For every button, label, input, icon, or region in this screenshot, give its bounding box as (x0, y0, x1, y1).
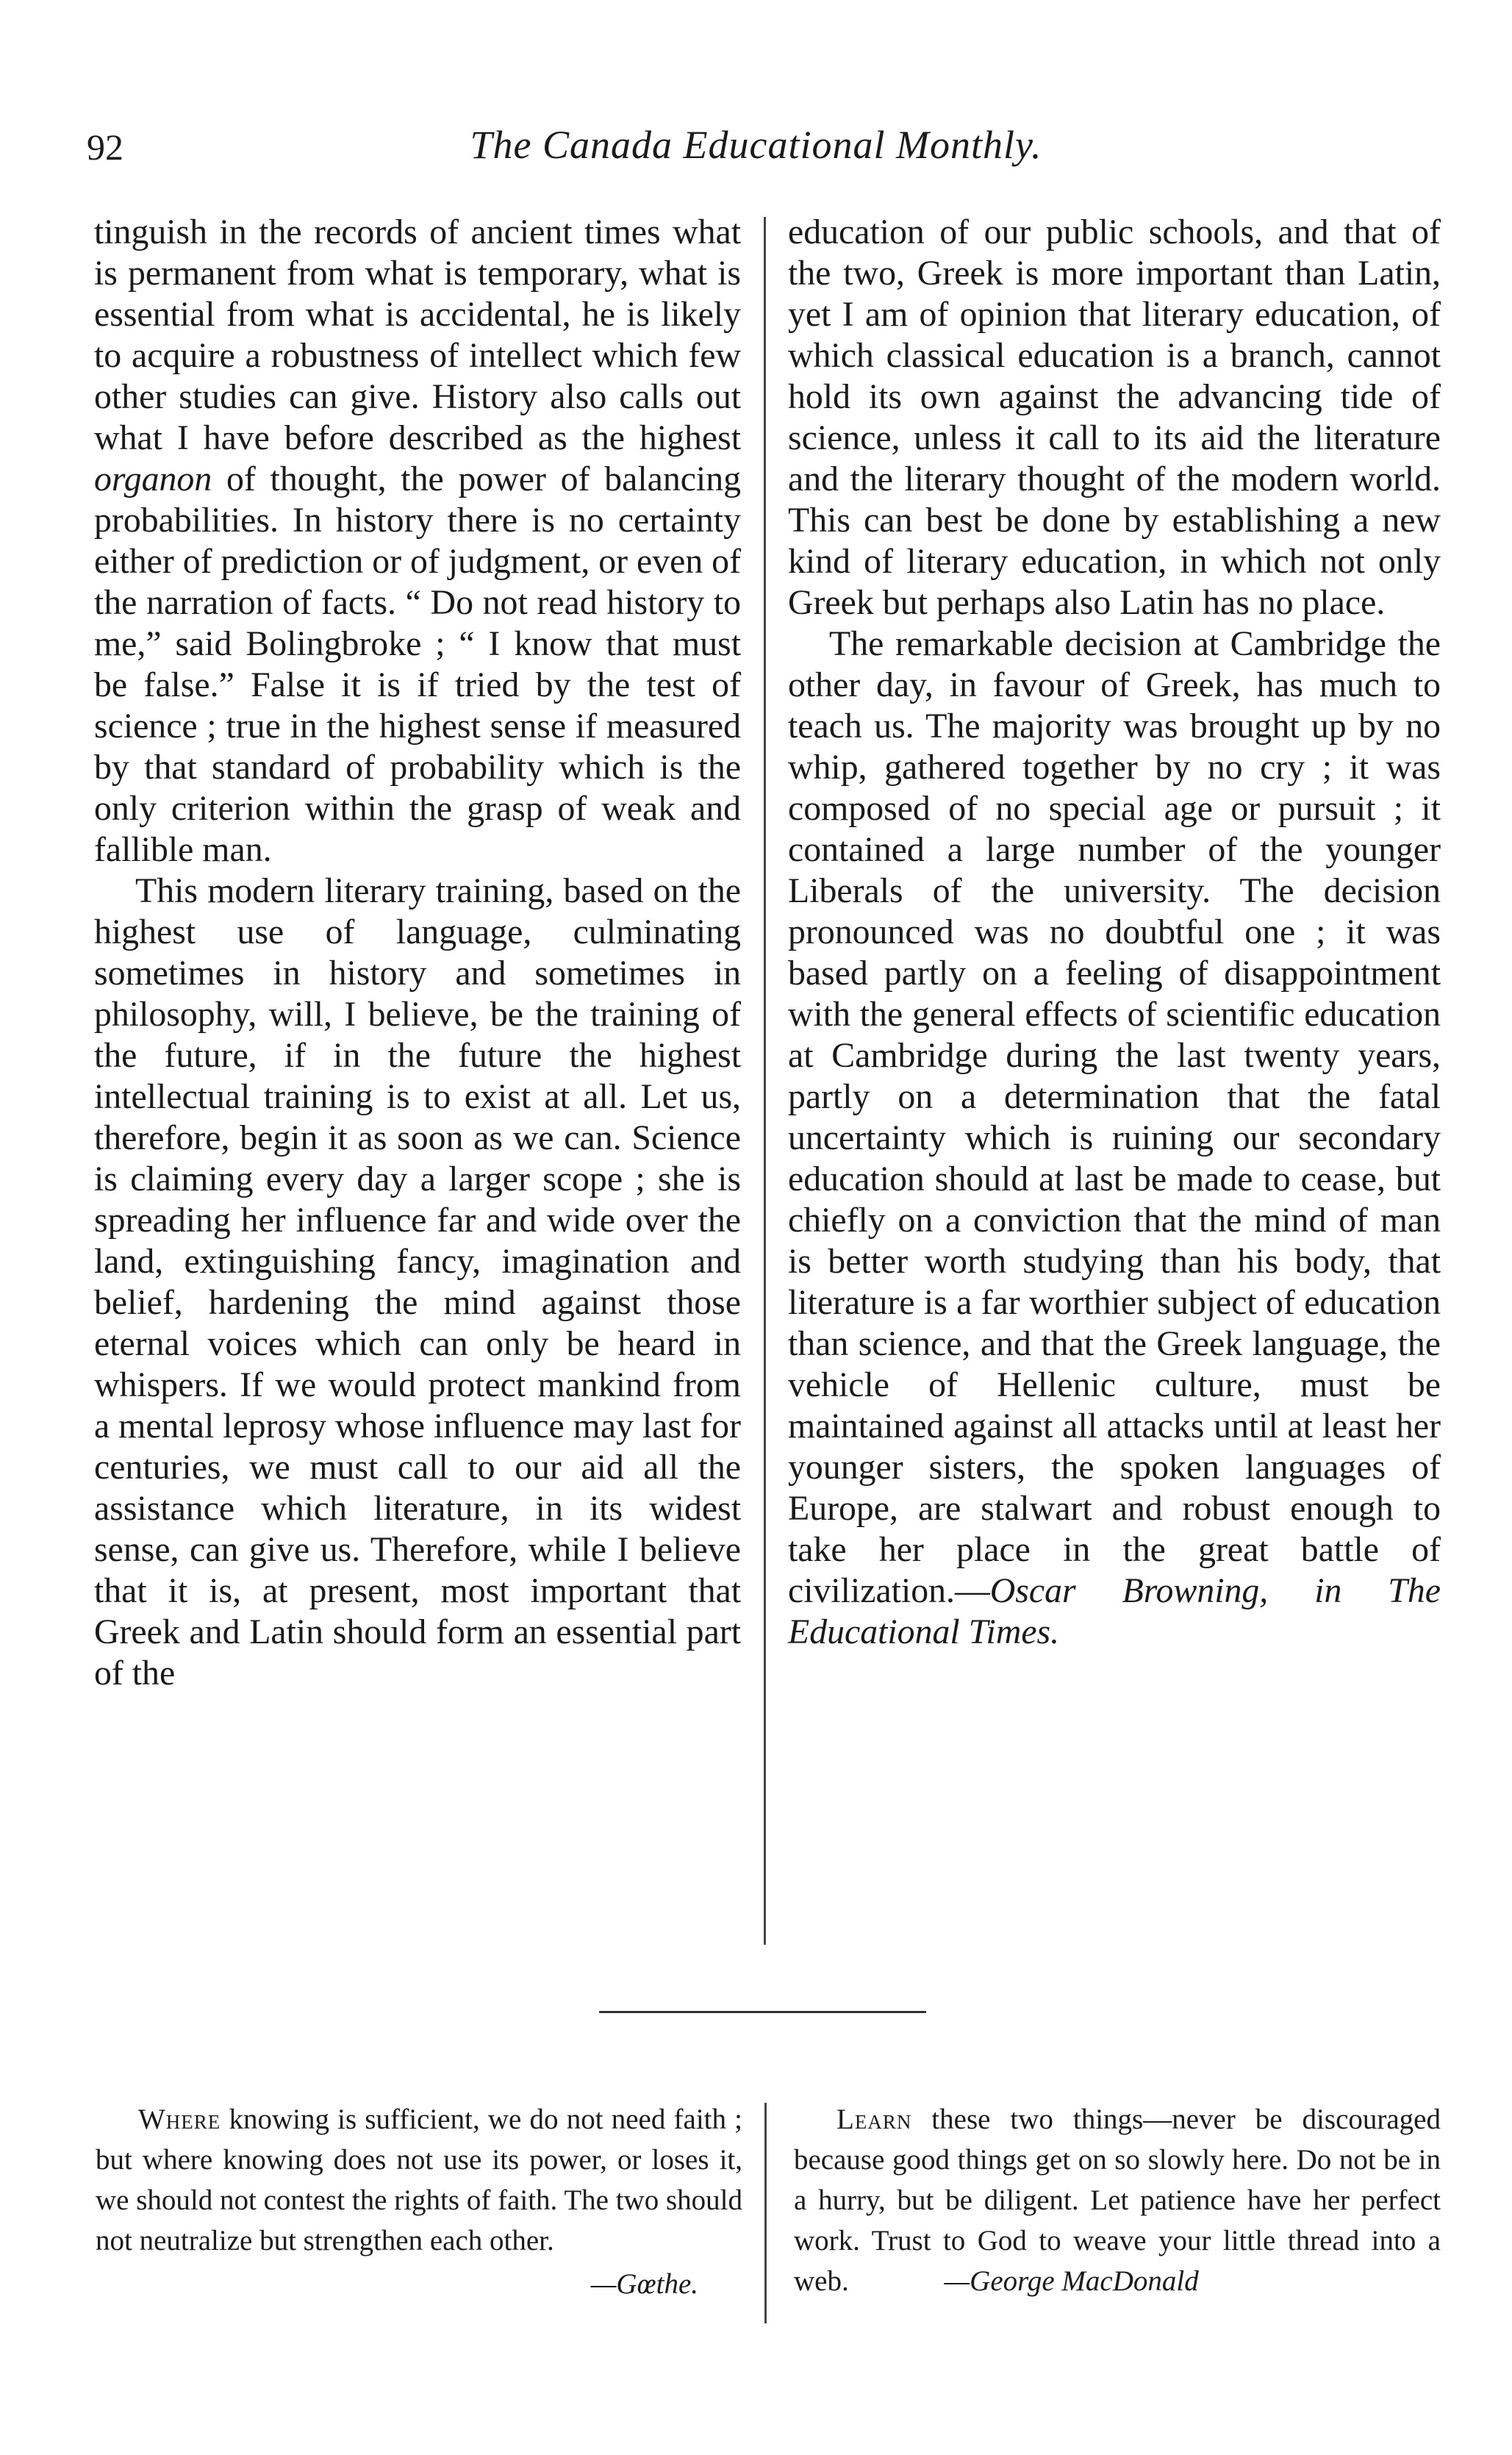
quote-macdonald-attribution: —George MacDonald (944, 2265, 1199, 2297)
quote-goethe (96, 2099, 742, 2304)
article-attribution: Oscar Browning, in The Educational Times. (788, 1571, 1441, 1651)
right-paragraph-2 (788, 623, 1441, 1653)
left-paragraph-2: This modern literary training, based on the highest use of language, culminating sometimes in history and sometimes in philosophy, will, I believe, be the training of the future, if in the future the highest intellectual training is to exist at all. Let us, therefore, begin it as soon as we can. Science is claiming every day a larger scope ; she is spreading her influence far and wide over the land, extinguishing fancy, imagination and belief, hardening the mind against those eternal voices which can only be heard in whispers. If we would protect mankind from a mental leprosy whose influence may last for centuries, we must call to our aid all the assistance which literature, in its widest sense, can give us. Therefore, while I believe that it is, at present, most important that Greek and Latin should form an essential part of the (94, 871, 741, 1693)
quote-macdonald-text (794, 2099, 1441, 2301)
running-title: The Canada Educational Monthly. (470, 123, 1042, 167)
right-column (788, 212, 1441, 1653)
page-number: 92 (87, 126, 123, 168)
quote-goethe-attribution: —Gœthe. (590, 2268, 698, 2300)
quote-divider (764, 2103, 767, 2323)
right-p2-text: The remarkable decision at Cambridge the other day, in favour of Greek, has much to teach us. The majority was brought up by no whip, gathered together by no cry ; it was composed of no special age or pursuit ; it contained a large number of the younger Liberals of the university. The decision pronounced was no doubtful one ; it was based partly on a feeling of disappointment with the general effects of scientific education at Cambridge during the last twenty years, partly on a determination that the fatal uncertainty which is ruining our secondary education should at last be made to cease, but chiefly on a conviction that the mind of man is better worth studying than his body, that literature is a far worthier subject of education than science, and that the Greek language, the vehicle of Hellenic culture, must be maintained against all attacks until at least her younger sisters, the spoken languages of Europe, are stalwart and robust enough to take her place in the great battle of civilization.— (788, 624, 1441, 1610)
quote-macdonald-lead: Learn (836, 2104, 912, 2135)
column-divider (764, 217, 766, 1945)
quote-goethe-lead: Where (138, 2104, 221, 2135)
right-paragraph-1: education of our public schools, and that of the two, Greek is more important than Latin, yet I am of opinion that literary education, of which classical education is a branch, cannot hold its own against the advancing tide of science, unless it call to its aid the literature and the literary thought of the modern world. This can best be done by establishing a new kind of literary education, in which not only Greek but perhaps also Latin has no place. (788, 212, 1441, 622)
left-p1-text: tinguish in the records of ancient times what is permanent from what is temporary, what is essential from what is accidental, he is likely to acquire a robustness of intellect which few other studies can give. History also calls out what I have before described as the highest (94, 212, 741, 457)
quote-macdonald (794, 2099, 1441, 2301)
quote-macdonald-body: these two things—never be discouraged because good things get on so slowly here. Do not be in a hurry, but be diligent. Let patience have her perfect work. Trust to God to weave your little thread into a web. (794, 2104, 1441, 2297)
quote-goethe-text (96, 2099, 742, 2261)
quote-goethe-body: knowing is sufficient, we do not need faith ; but where knowing does not use its power, or loses it, we should not contest the rights of faith. The two should not neutralize but strengthen each other. (96, 2104, 743, 2256)
section-divider (599, 2011, 926, 2013)
left-column (94, 212, 741, 1694)
left-p1-rest: of thought, the power of balancing probabilities. In history there is no certainty either of prediction or of judgment, or even of the narration of facts. “ Do not read history to me,” said Bolingbroke ; “ I know that must be false.” False it is if tried by the test of science ; true in the highest sense if measured by that standard of probability which is the only criterion within the grasp of weak and fallible man. (94, 460, 742, 869)
organon-italic: organon (94, 460, 212, 498)
left-paragraph-1 (94, 212, 741, 871)
